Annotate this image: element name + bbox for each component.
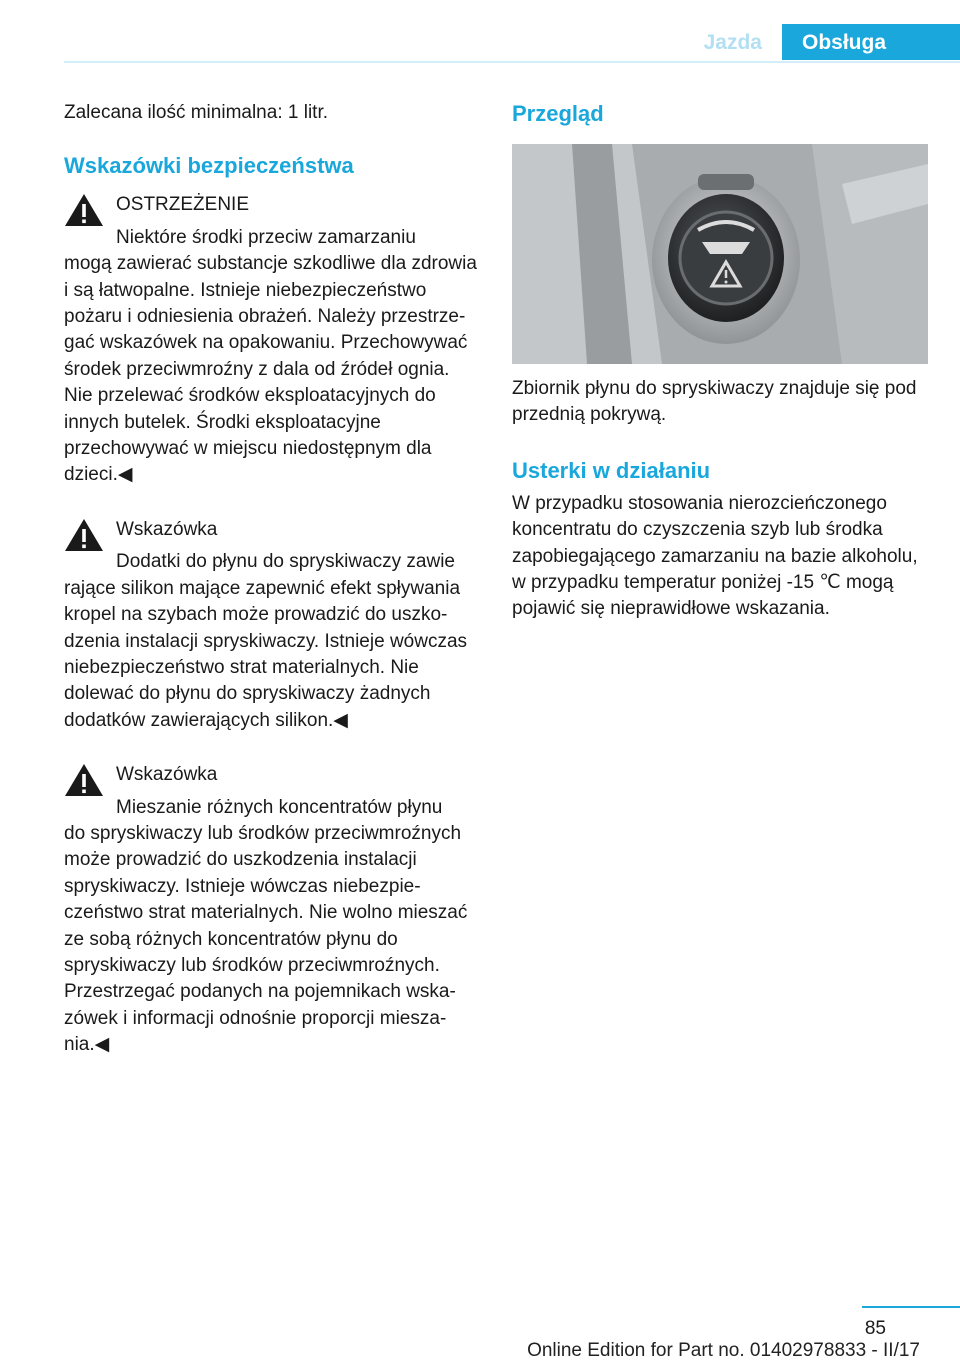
warning-icon xyxy=(64,517,104,553)
malfunction-text: W przypadku stosowania nierozcieńczonego koncentratu do czyszczenia szyb lub środka zapobiegającego zamarzaniu na bazie alkoholu, w przypadku temperatur poniżej -15 ℃ mogą pojawić się nieprawidłowe wskazania. xyxy=(512,492,918,620)
footer-accent-line xyxy=(862,1306,960,1308)
chapter-tabs xyxy=(684,24,960,60)
intro-text: Zalecana ilość minimalna: 1 litr. xyxy=(64,102,328,123)
page-number: 85 xyxy=(864,1318,886,1339)
warning-block-1 xyxy=(64,192,480,488)
warning-block-2 xyxy=(64,517,480,734)
warning-title: OSTRZEŻENIE xyxy=(116,194,250,216)
warning-block-3 xyxy=(64,762,480,1058)
tab-jazda[interactable]: Jazda xyxy=(703,31,762,54)
warning-icon xyxy=(64,192,104,228)
warning-title: Wskazówka xyxy=(116,518,218,540)
header-divider xyxy=(64,61,960,63)
edition-footer: Online Edition for Part no. 01402978833 - II/17 xyxy=(527,1340,920,1361)
left-column xyxy=(64,100,480,1059)
section-heading-safety: Wskazówki bezpieczeństwa xyxy=(64,153,354,179)
photo-caption: Zbiornik płynu do spryskiwaczy znajduje się pod przednią pokrywą. xyxy=(512,378,917,426)
section-heading-malfunction: Usterki w działaniu xyxy=(512,457,711,483)
washer-reservoir-cap-photo xyxy=(512,144,928,364)
warning-text: do spryskiwaczy lub środków przeciwmroźnych może prowadzić do uszkodzenia instalacji spryskiwaczy. Istnieje wówczas niebezpieczeństwo strat materialnych. Nie wolno mieszać ze sobą różnych koncentratów płynu do spryskiwaczy lub środków przeciwmroźnych. Przestrzegać podanych na pojemnikach wskazówek i informacji odnośnie proporcji mieszania.◀ xyxy=(64,822,468,1056)
warning-text-first: Niektóre środki przeciw zamarzaniu xyxy=(116,226,416,248)
warning-title: Wskazówka xyxy=(116,764,218,786)
warning-text: mogą zawierać substancje szkodliwe dla zdrowia i są łatwopalne. Istnieje niebezpieczeństwo pożaru i odniesienia obrażeń. Należy przestrzegać wskazówek na opakowaniu. Przechowywać środek przeciwmroźny z dala od źródeł ognia. Nie przelewać środków eksploatacyjnych do innych butelek. Środki eksploatacyjne przechowywać w miejscu niedostępnym dla dzieci.◀ xyxy=(64,253,477,486)
tab-obsluga[interactable]: Obsługa xyxy=(782,24,960,60)
section-heading-overview: Przegląd xyxy=(512,101,604,126)
warning-text-first: Dodatki do płynu do spryskiwaczy zawie xyxy=(116,551,455,573)
warning-text: rające silikon mające zapewnić efekt spływania kropel na szybach może prowadzić do uszkodzenia instalacji spryskiwaczy. Istnieje wówczas niebezpieczeństwo strat materialnych. Nie dolewać do płynu do spryskiwaczy żadnych dodatków zawierających silikon.◀ xyxy=(64,577,468,731)
right-column xyxy=(512,100,928,623)
warning-text-first: Mieszanie różnych koncentratów płynu xyxy=(116,796,443,818)
warning-icon xyxy=(64,762,104,798)
